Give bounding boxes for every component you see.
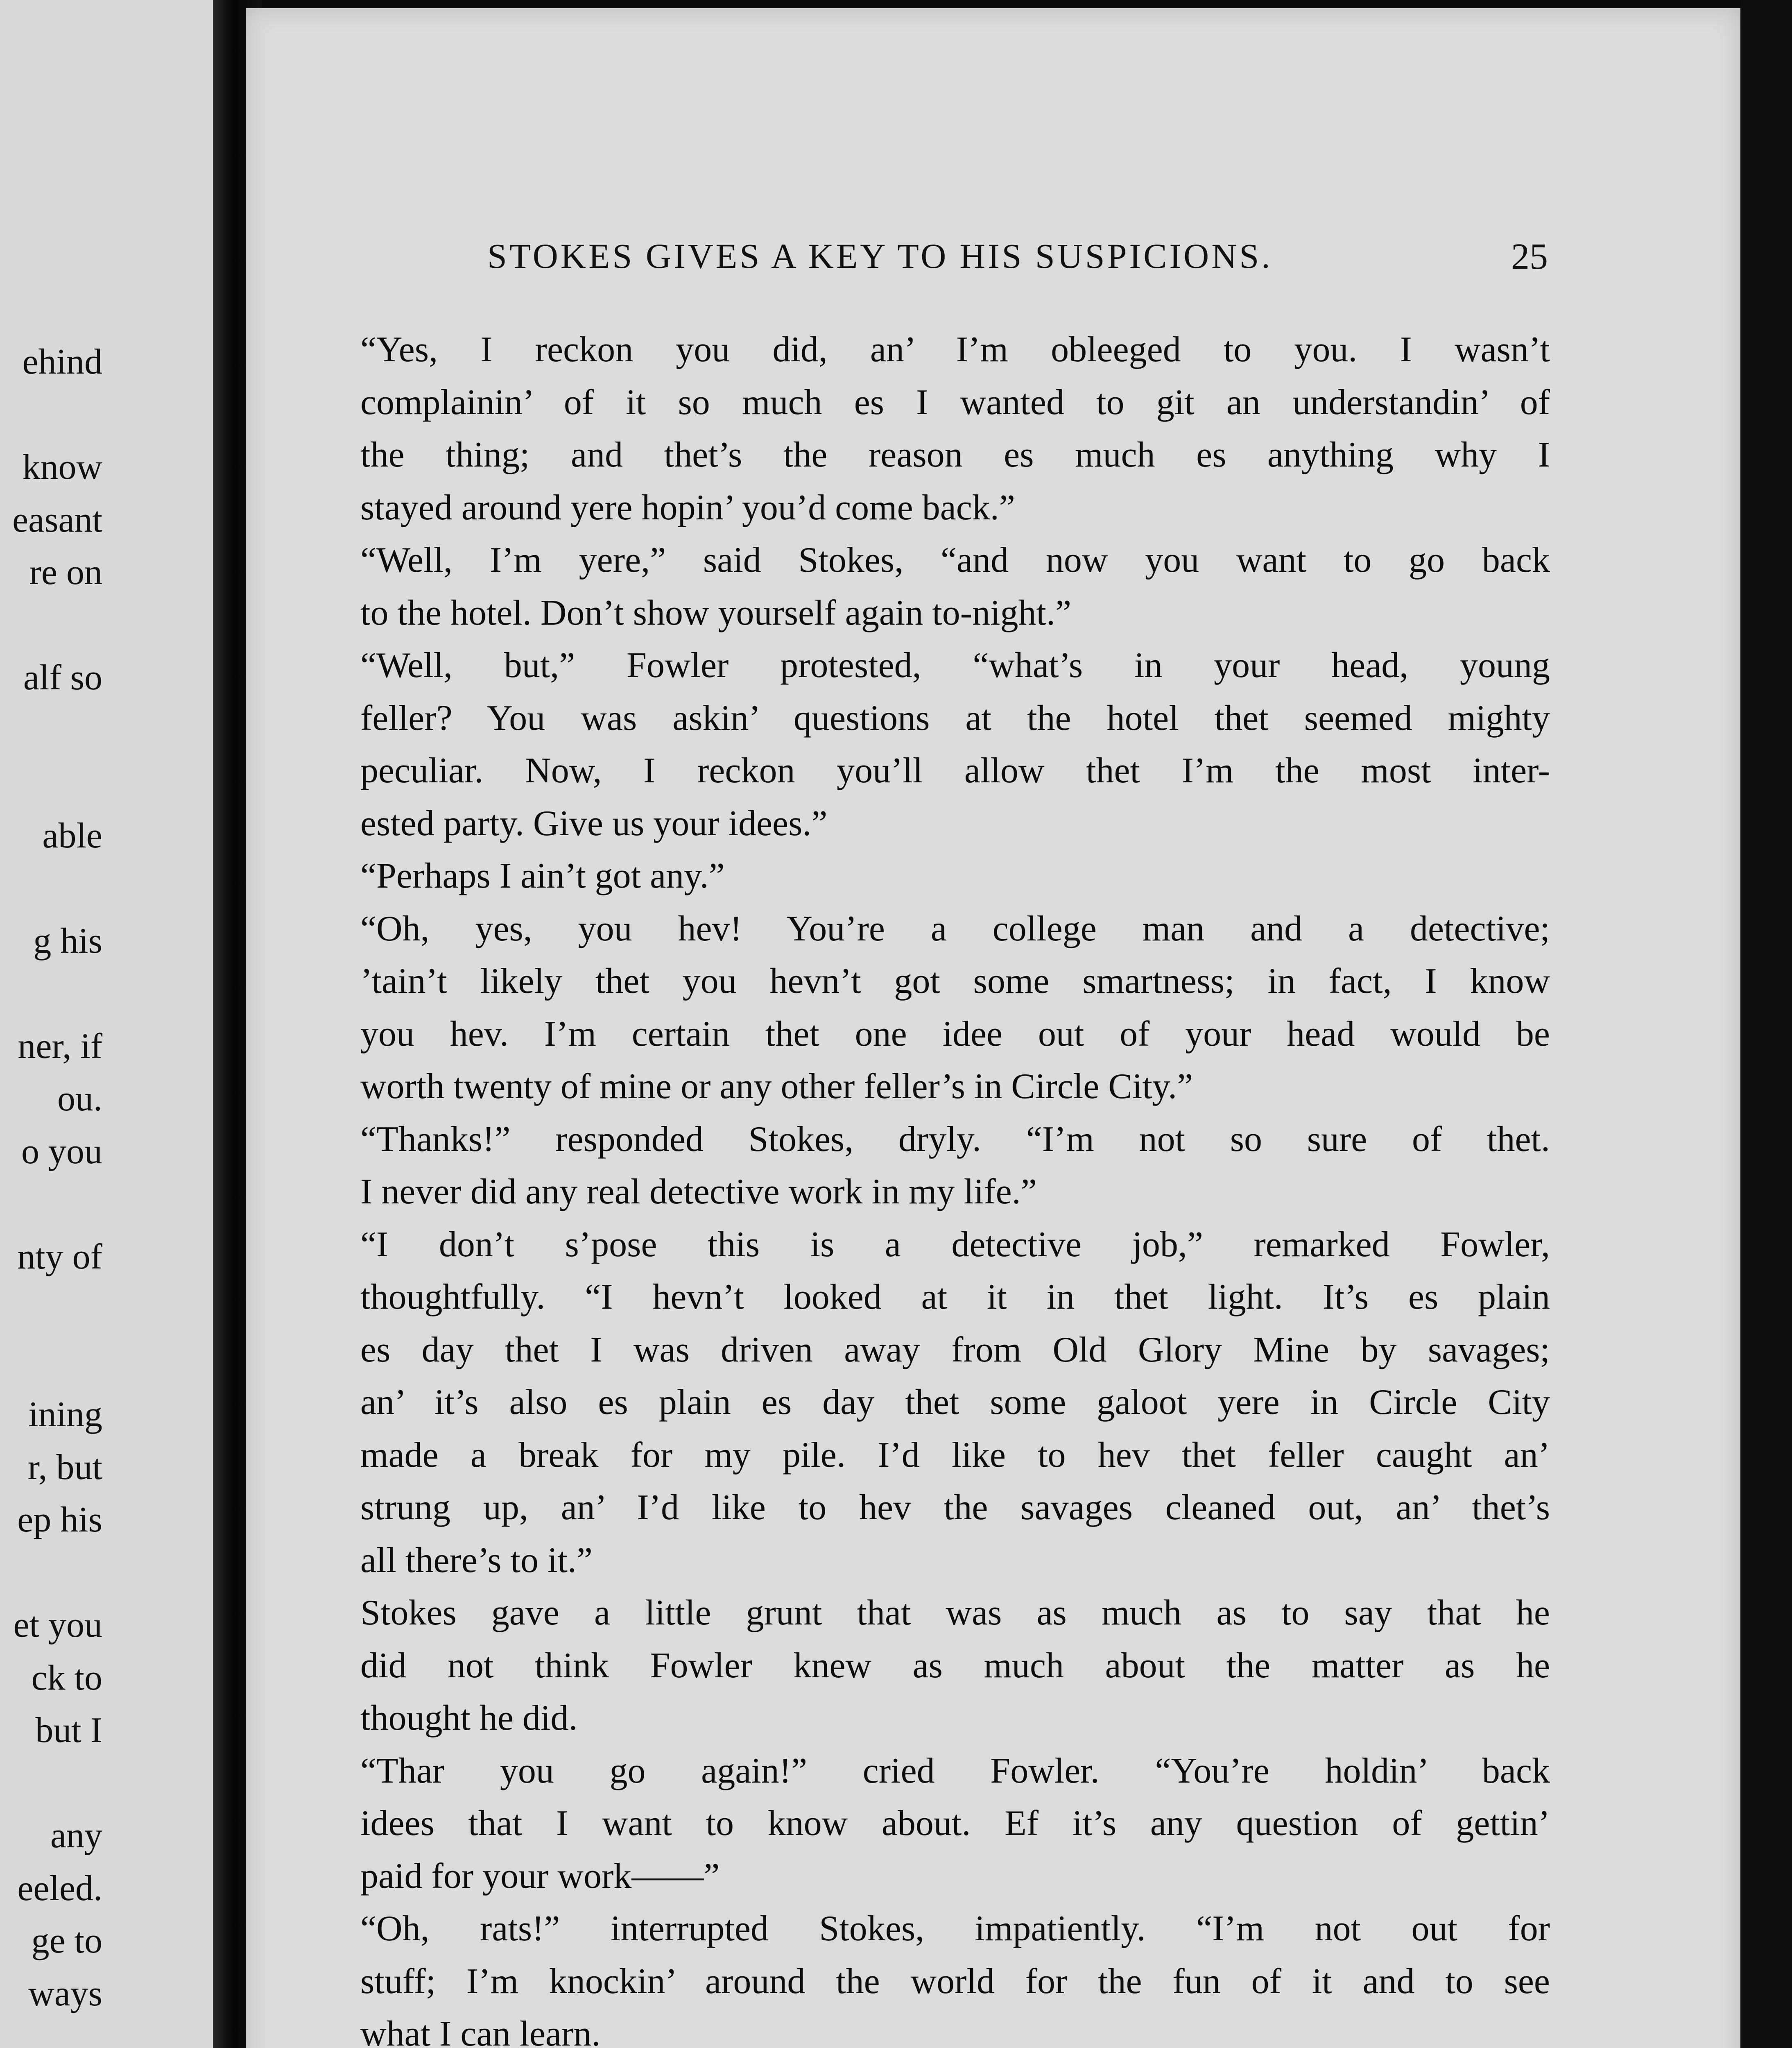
text-line: to the hotel. Don’t show yourself again to-night.”	[360, 593, 1072, 633]
text-line: strung up, an’ I’d like to hev the savages cleaned out, an’ thet’s	[360, 1488, 1550, 1527]
facing-text-fragment: nty of	[17, 1237, 102, 1277]
text-line: complainin’ of it so much es I wanted to git an understandin’ of	[360, 382, 1550, 422]
facing-text-fragment	[0, 705, 102, 757]
text-line: the thing; and thet’s the reason es much es anything why I	[360, 435, 1550, 475]
facing-text-fragment: eeled.	[17, 1868, 102, 1908]
facing-page	[0, 0, 213, 2048]
facing-text-fragment: any	[50, 1816, 102, 1855]
text-line: stayed around yere hopin’ you’d come back.”	[360, 487, 1015, 528]
page-number: 25	[1511, 236, 1548, 277]
page-edge	[1740, 0, 1792, 2048]
text-line: what I can learn.	[360, 2014, 601, 2048]
facing-text-fragment: but I	[35, 1710, 102, 1750]
facing-text-fragment: ou.	[57, 1079, 102, 1119]
text-line: “Yes, I reckon you did, an’ I’m obleeged to you. I wasn’t	[360, 330, 1550, 369]
text-line: “Thar you go again!” cried Fowler. “You’re holdin’ back	[360, 1751, 1550, 1791]
facing-text-fragment: ner, if	[18, 1026, 102, 1066]
facing-text-fragment: o you	[21, 1131, 102, 1171]
text-line: an’ it’s also es plain es day thet some galoot yere in Circle City	[360, 1382, 1550, 1422]
text-line: “Oh, rats!” interrupted Stokes, impatiently. “I’m not out for	[360, 1909, 1550, 1948]
text-line: “Oh, yes, you hev! You’re a college man and a detective;	[360, 908, 1550, 949]
running-head: STOKES GIVES A KEY TO HIS SUSPICIONS.	[487, 236, 1273, 276]
facing-text-fragment	[0, 1336, 102, 1389]
facing-text-fragment: re on	[29, 553, 102, 592]
facing-text-fragment: ck to	[31, 1658, 102, 1698]
text-line: stuff; I’m knockin’ around the world for the fun of it and to see	[360, 1961, 1550, 2001]
facing-text-fragment: ep his	[17, 1500, 102, 1540]
facing-text-fragment: ehind	[22, 342, 102, 382]
facing-text-fragment	[0, 1283, 102, 1336]
text-line: did not think Fowler knew as much about the matter as he	[360, 1645, 1550, 1686]
facing-text-fragment: et you	[13, 1605, 102, 1645]
text-line: ’tain’t likely thet you hevn’t got some smartness; in fact, I know	[360, 961, 1550, 1001]
facing-text-fragment	[0, 389, 102, 442]
text-line: thought he did.	[360, 1698, 578, 1738]
text-line: idees that I want to know about. Ef it’s any question of gettin’	[360, 1803, 1550, 1843]
text-line: “Perhaps I ain’t got any.”	[360, 856, 725, 896]
facing-text-fragment	[0, 1178, 102, 1231]
facing-text-fragment: able	[42, 816, 102, 856]
text-line: paid for your work——”	[360, 1856, 720, 1896]
facing-text-fragment	[0, 1547, 102, 1599]
text-line: I never did any real detective work in my life.”	[360, 1172, 1037, 1212]
facing-text-fragment	[0, 757, 102, 810]
text-line: all there’s to it.”	[360, 1540, 593, 1580]
text-line: you hev. I’m certain thet one idee out of your head would be	[360, 1014, 1550, 1054]
facing-text-fragment: g his	[33, 921, 102, 961]
facing-text-fragment: alf so	[23, 658, 102, 698]
text-line: es day thet I was driven away from Old Glory Mine by savages;	[360, 1330, 1550, 1370]
text-line: ested party. Give us your idees.”	[360, 803, 828, 843]
text-line: made a break for my pile. I’d like to hev thet feller caught an’	[360, 1435, 1550, 1475]
text-line: “I don’t s’pose this is a detective job,” remarked Fowler,	[360, 1224, 1550, 1264]
text-line: “Thanks!” responded Stokes, dryly. “I’m not so sure of thet.	[360, 1119, 1550, 1159]
facing-text-fragment: know	[22, 447, 102, 487]
facing-text-fragment: easant	[12, 500, 102, 540]
facing-text-fragment	[0, 599, 102, 652]
facing-text-fragment	[0, 862, 102, 915]
body-text	[360, 324, 1550, 2048]
facing-text-fragment	[0, 967, 102, 1020]
facing-text-fragment: ge to	[31, 1921, 102, 1961]
text-line: feller? You was askin’ questions at the hotel thet seemed mighty	[360, 698, 1550, 738]
text-line: “Well, I’m yere,” said Stokes, “and now you want to go back	[360, 540, 1550, 580]
text-line: “Well, but,” Fowler protested, “what’s in your head, young	[360, 646, 1550, 685]
facing-page-text	[0, 336, 102, 2048]
text-line: Stokes gave a little grunt that was as much as to say that he	[360, 1593, 1550, 1633]
text-line: thoughtfully. “I hevn’t looked at it in thet light. It’s es plain	[360, 1277, 1550, 1317]
facing-text-fragment	[0, 1757, 102, 1810]
facing-text-fragment: ways	[28, 1973, 102, 2014]
text-line: worth twenty of mine or any other feller’s in Circle City.”	[360, 1067, 1193, 1106]
facing-text-fragment	[0, 2020, 102, 2048]
text-line: peculiar. Now, I reckon you’ll allow thet I’m the most inter-	[360, 751, 1550, 791]
facing-text-fragment: ining	[28, 1395, 102, 1434]
facing-text-fragment: r, but	[27, 1447, 102, 1487]
